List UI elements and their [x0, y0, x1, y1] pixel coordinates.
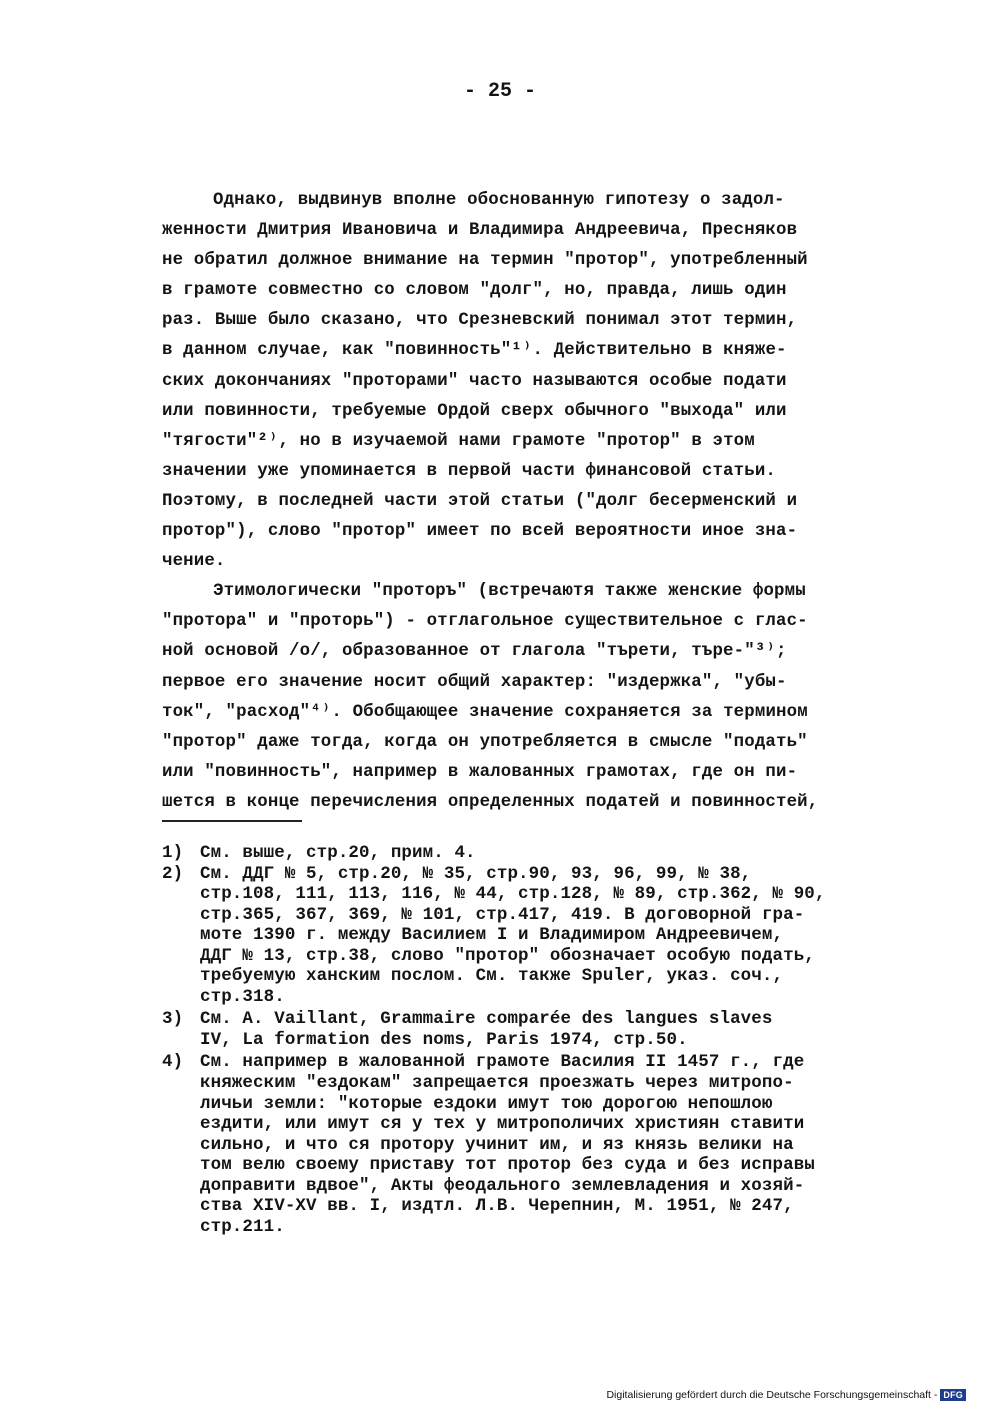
footnote-separator: [162, 820, 302, 822]
footnote-line: ства XIV-XV вв. I, издтл. Л.В. Черепнин, М. 1951, № 247,: [200, 1196, 794, 1217]
body-line: "тягости"²⁾, но в изучаемой нами грамоте "протор" в этом: [162, 431, 755, 451]
footnote-line: [162, 843, 902, 864]
footnote-number: 2): [162, 863, 184, 884]
body-line: или "повинность", например в жалованных грамотах, где он пи-: [162, 762, 798, 782]
body-line: ток", "расход"⁴⁾. Обобщающее значение сохраняется за термином: [162, 702, 808, 722]
footnote-line: моте 1390 г. между Василием I и Владимиром Андреевичем,: [200, 925, 784, 946]
footnote-number: 1): [162, 843, 184, 863]
body-line: женности Дмитрия Ивановича и Владимира Андреевича, Пресняков: [162, 221, 798, 241]
digitization-credit: [606, 1389, 966, 1401]
body-line: Однако, выдвинув вполне обоснованную гипотезу о задол-: [213, 191, 785, 210]
footnote-line: требуемую ханским послом. См. также Spuler, указ. соч.,: [200, 966, 784, 987]
body-line: ной основой /o/, образованное от глагола "търети, търе-"³⁾;: [162, 642, 787, 662]
body-line: ских докончаниях "проторами" часто называются особые подати: [162, 371, 787, 391]
dfg-logo-icon: DFG: [940, 1389, 966, 1401]
footnote-text: См. A. Vaillant, Grammaire comparée des langues slaves: [200, 1009, 773, 1030]
footnote-number: 4): [162, 1052, 184, 1073]
footnote-line: ДДГ № 13, стр.38, слово "протор" обозначает особую подать,: [200, 945, 815, 966]
body-line: протор"), слово "протор" имеет по всей вероятности иное зна-: [162, 522, 798, 542]
body-text: [162, 186, 892, 818]
body-line: первое его значение носит общий характер: "издержка", "убы-: [162, 672, 787, 692]
footnote-line: стр.365, 367, 369, № 101, стр.417, 419. В договорной гра-: [200, 904, 805, 925]
footnote-line: [162, 1009, 902, 1030]
body-line: "протор" даже тогда, когда он употребляется в смысле "подать": [162, 732, 808, 752]
body-line: шется в конце перечисления определенных податей и повинностей,: [162, 792, 819, 812]
body-line: в грамоте совместно со словом "долг", но, правда, лишь один: [162, 281, 787, 301]
footnote-line: стр.318.: [200, 986, 285, 1007]
footnote-line: том велю своему приставу тот протор без суда и без исправы: [200, 1155, 815, 1176]
footnote-line: [162, 1052, 902, 1073]
body-line: не обратил должное внимание на термин "протор", употребленный: [162, 251, 808, 271]
footnotes: [162, 843, 902, 1237]
footnote-line: доправити вдвое", Акты феодального землевладения и хозяй-: [200, 1175, 805, 1196]
footnote-line: личьи земли: "которые ездоки имут тою дорогою непошлою: [200, 1093, 773, 1114]
footnote-line: стр.108, 111, 113, 116, № 44, стр.128, № 89, стр.362, № 90,: [200, 884, 826, 905]
body-line: Поэтому, в последней части этой статьи ("долг бесерменский и: [162, 491, 798, 511]
footnote-line: ездити, или имут ся у тех у митрополичих християн ставити: [200, 1114, 805, 1135]
footnote-line: [162, 864, 902, 885]
footnote-text: См. например в жалованной грамоте Василия II 1457 г., где: [200, 1052, 805, 1073]
footnote-line: сильно, и что ся протору учинит им, и яз князь велики на: [200, 1134, 794, 1155]
footnote-text: См. ДДГ № 5, стр.20, № 35, стр.90, 93, 96, 99, № 38,: [200, 863, 752, 884]
body-line: раз. Выше было сказано, что Срезневский понимал этот термин,: [162, 311, 798, 331]
body-line: или повинности, требуемые Ордой сверх обычного "выхода" или: [162, 401, 787, 421]
credit-text: Digitalisierung gefördert durch die Deutsche Forschungsgemeinschaft -: [606, 1389, 938, 1401]
footnote-number: 3): [162, 1009, 184, 1030]
footnote-line: княжеским "ездокам" запрещается проезжать через митропо-: [200, 1073, 794, 1094]
footnote-text: См. выше, стр.20, прим. 4.: [200, 843, 476, 863]
footnote-line: IV, La formation des noms, Paris 1974, стр.50.: [200, 1029, 688, 1050]
body-line: "протора" и "проторь") - отглагольное существительное с глас-: [162, 612, 808, 632]
body-line: Этимологически "проторъ" (встречаютя также женские формы: [213, 582, 806, 602]
body-line: чение.: [162, 552, 226, 572]
page-number: - 25 -: [463, 80, 536, 103]
footnote-line: стр.211.: [200, 1216, 285, 1237]
body-line: значении уже упоминается в первой части финансовой статьи.: [162, 461, 776, 481]
body-line: в данном случае, как "повинность"¹⁾. Действительно в княже-: [162, 341, 787, 361]
